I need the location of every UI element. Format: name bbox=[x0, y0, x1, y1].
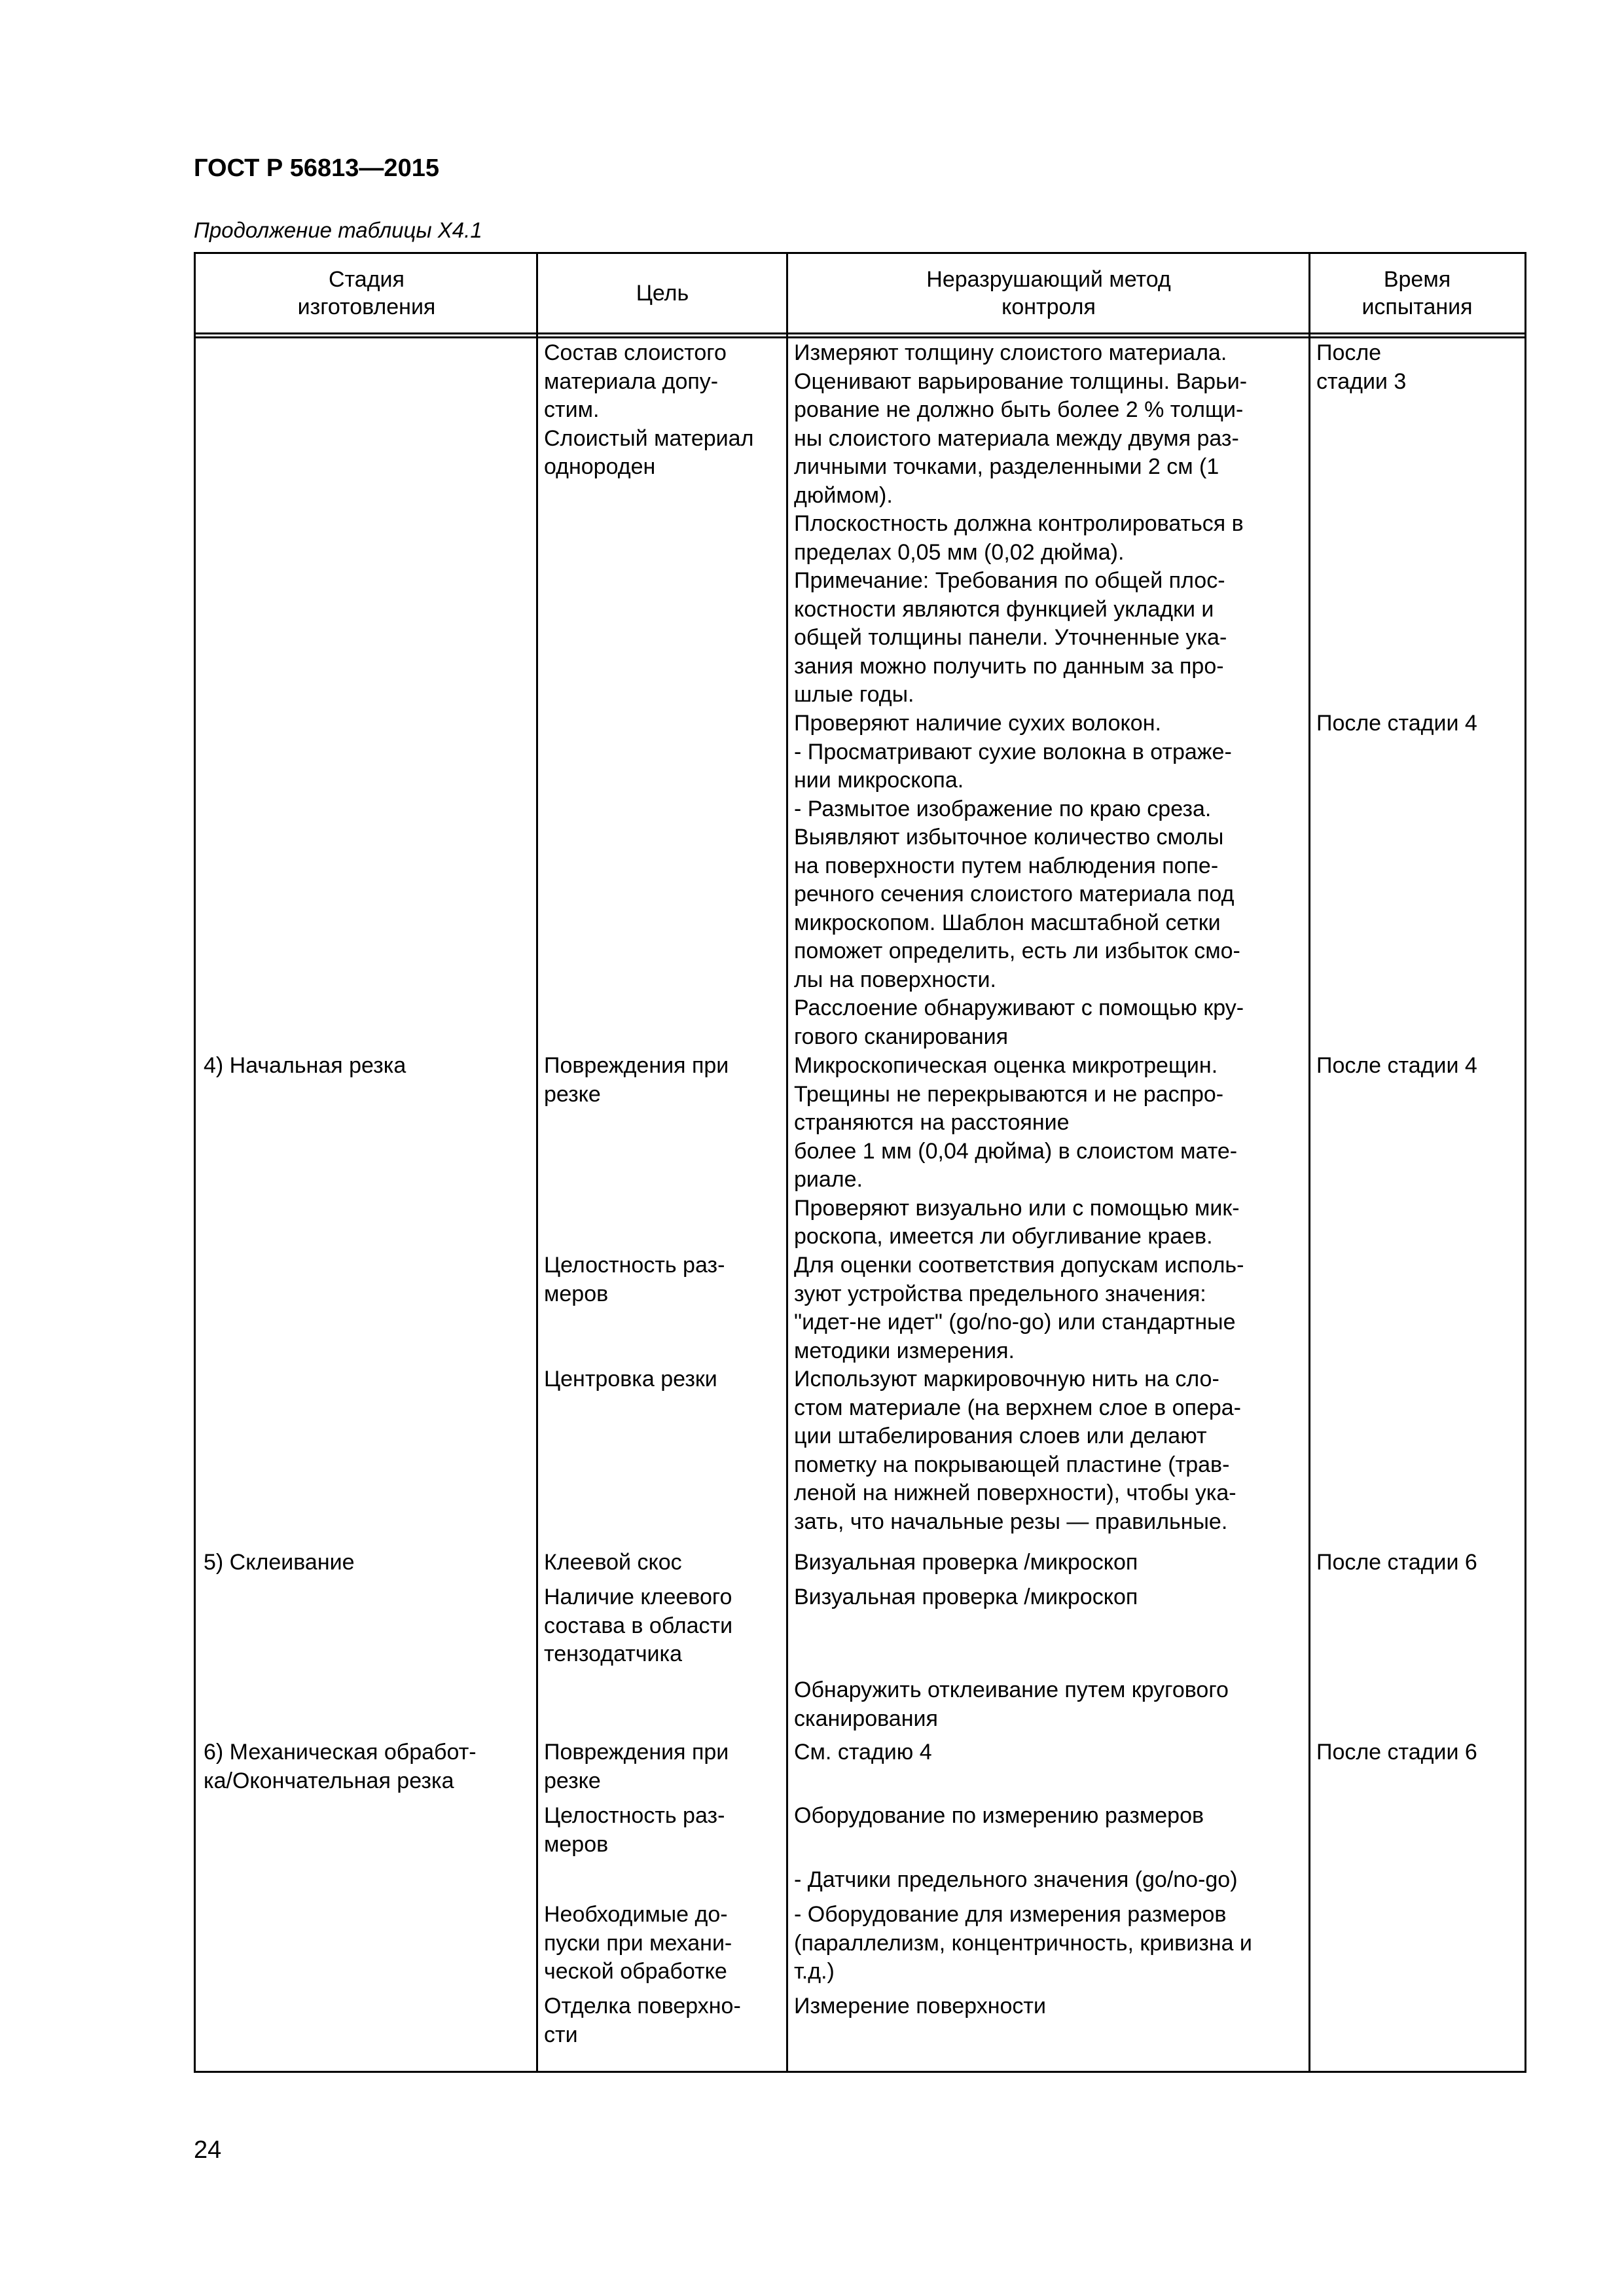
table-cell-method: Измеряют толщину слоистого материала. Оценивают варьирование толщины. Варьи- рование не должно быть более 2 % толщи- ны слоистого материала между двумя раз- личными точками, разделенными 2 см (1 дюймом). Плоскостность должна контролироваться в пределах 0,05 мм (0,02 дюйма). Примечание: Требования по общей плос- костности являются функцией укладки и общей толщины панели. Уточненные ука- зания можно получить по данным за про- шлые годы. bbox=[794, 340, 1248, 707]
table-cell-goal: Повреждения при резке bbox=[544, 1053, 729, 1107]
table-cell-goal: Целостность раз- меров bbox=[544, 1253, 725, 1306]
table-cell-method: Измерение поверхности bbox=[794, 1994, 1046, 2018]
table-cell-time: После стадии 4 bbox=[1316, 1053, 1477, 1078]
table-cell-stage: 5) Склеивание bbox=[204, 1550, 355, 1575]
table-cell-method: Визуальная проверка /микроскоп bbox=[794, 1585, 1138, 1609]
table-cell-stage: 4) Начальная резка bbox=[204, 1053, 406, 1078]
table-cell-stage: 6) Механическая обработ- ка/Окончательная резка bbox=[204, 1740, 477, 1793]
page-number: 24 bbox=[194, 2136, 222, 2164]
inspection-table bbox=[194, 252, 1526, 2073]
document-code: ГОСТ Р 56813—2015 bbox=[194, 154, 439, 182]
table-cell-method: См. стадию 4 bbox=[794, 1740, 932, 1765]
header-separator bbox=[196, 332, 1525, 338]
table-cell-goal: Целостность раз- меров bbox=[544, 1803, 725, 1857]
column-divider bbox=[786, 254, 788, 2071]
column-header-stage: Стадия изготовления bbox=[297, 266, 436, 319]
table-cell-method: Проверяют наличие сухих волокон. - Просматривают сухие волокна в отраже- нии микроскопа. - Размытое изображение по краю среза. Выявляют избыточное количество смолы на поверхности путем наблюдения попе- речного сечения слоистого материала под микроскопом. Шаблон масштабной сетки поможет определить, есть ли избыток смо- лы на поверхности. Расслоение обнаруживают с помощью кру- гового сканирования bbox=[794, 711, 1244, 1049]
table-cell-method: Используют маркировочную нить на сло- стом материале (на верхнем слое в опера- ции штабелирования слоев или делают пометку на покрывающей пластине (трав- леной на нижней поверхности), чтобы ука- зать, что начальные резы — правильные. bbox=[794, 1367, 1242, 1534]
table-header bbox=[196, 254, 1525, 334]
table-cell-method: Микроскопическая оценка микротрещин. Трещины не перекрываются и не распро- страняются на расстояние более 1 мм (0,04 дюйма) в слоистом мате- риале. Проверяют визуально или с помощью мик- роскопа, имеется ли обугливание краев. bbox=[794, 1053, 1240, 1249]
table-cell-method: Визуальная проверка /микроскоп bbox=[794, 1550, 1138, 1575]
table-cell-goal: Повреждения при резке bbox=[544, 1740, 729, 1793]
column-header-method: Неразрушающий метод контроля bbox=[926, 266, 1171, 319]
table-cell-method: - Оборудование для измерения размеров (параллелизм, концентричность, кривизна и т.д.) bbox=[794, 1902, 1252, 1984]
table-cell-time: После стадии 3 bbox=[1316, 340, 1407, 394]
table-cell-goal: Состав слоистого материала допу- стим. Слоистый материал однороден bbox=[544, 340, 754, 479]
table-cell-method: Оборудование по измерению размеров bbox=[794, 1803, 1204, 1828]
column-divider bbox=[1308, 254, 1310, 2071]
column-header-goal: Цель bbox=[636, 280, 689, 306]
table-caption: Продолжение таблицы X4.1 bbox=[194, 218, 482, 242]
table-cell-time: После стадии 4 bbox=[1316, 711, 1477, 736]
table-cell-method: - Датчики предельного значения (go/no-go) bbox=[794, 1867, 1238, 1892]
table-cell-method: Обнаружить отклеивание путем кругового сканирования bbox=[794, 1677, 1229, 1731]
column-header-time: Время испытания bbox=[1362, 266, 1473, 319]
table-cell-method: Для оценки соответствия допускам исполь- зуют устройства предельного значения: "идет-не идет" (go/no-go) или стандартные методики измерения. bbox=[794, 1253, 1244, 1363]
table-cell-goal: Наличие клеевого состава в области тензодатчика bbox=[544, 1585, 733, 1666]
column-divider bbox=[536, 254, 538, 2071]
table-cell-goal: Центровка резки bbox=[544, 1367, 717, 1391]
table-cell-goal: Отделка поверхно- сти bbox=[544, 1994, 741, 2047]
table-cell-goal: Необходимые до- пуски при механи- ческой обработке bbox=[544, 1902, 732, 1984]
table-cell-time: После стадии 6 bbox=[1316, 1740, 1477, 1765]
table-cell-goal: Клеевой скос bbox=[544, 1550, 682, 1575]
table-cell-time: После стадии 6 bbox=[1316, 1550, 1477, 1575]
